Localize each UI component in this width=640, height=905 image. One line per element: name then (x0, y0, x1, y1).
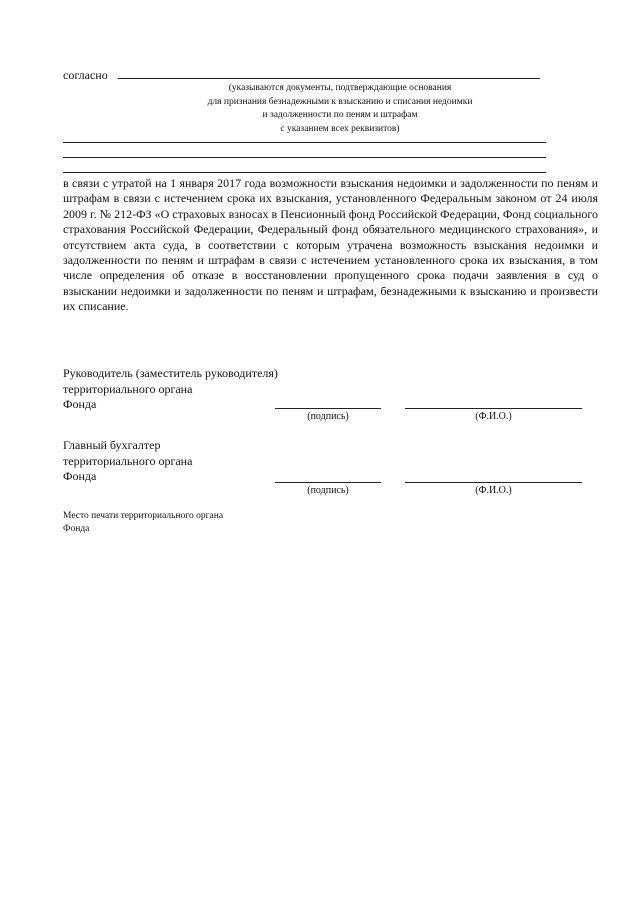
hint-line: с указанием всех реквизитов) (280, 123, 400, 134)
agreement-fill-line (118, 78, 540, 79)
signatory-title-line: территориального органа (63, 453, 193, 468)
agreement-hint (150, 82, 530, 136)
hint-line: (указываются документы, подтверждающие основания (228, 83, 452, 93)
stamp-place-note (63, 510, 223, 535)
signatory-title-line: Руководитель (заместитель руководителя) (63, 366, 278, 380)
stamp-place-line: Фонда (63, 523, 90, 534)
signature-caption: (подпись) (307, 485, 349, 496)
hint-line: для признания безнадежными к взысканию и списания недоимки (207, 96, 473, 107)
signatory-title-head (63, 366, 278, 413)
signature-line (275, 482, 381, 483)
blank-fill-line (63, 157, 546, 158)
blank-fill-line (63, 142, 546, 143)
name-line (405, 408, 582, 409)
name-caption: (Ф.И.О.) (475, 485, 512, 496)
signatory-title-line: территориального органа (63, 381, 193, 396)
hint-line: и задолженности по пеням и штрафам (262, 110, 418, 120)
agreement-lead-word: согласно (63, 68, 108, 82)
signature-caption: (подпись) (307, 411, 349, 422)
signatory-title-line: Фонда (63, 469, 97, 483)
stamp-place-line: Место печати территориального органа (63, 511, 224, 521)
blank-fill-line (63, 172, 546, 173)
name-caption: (Ф.И.О.) (475, 411, 512, 422)
name-line (405, 482, 582, 483)
signature-line (275, 408, 381, 409)
main-paragraph: в связи с утратой на 1 января 2017 года возможности взыскания недоимки и задолженности по пеням и штрафам в связи с истечением срока их взыскания, установленного Федеральным законом от 24 июля 2009 г. № 212-ФЗ «О страховых взносах в Пенсионный фонд Российской Федерации, Фонд социального страхования Российской Федерации, Федеральный фонд обязательного медицинского страхования», и отсутствием акта суда, в соответствии с которым утрачена возможность взыскания недоимки и задолженности по пеням и штрафам в связи с истечением установленного срока их взыскания, в том числе определения об отказе в восстановлении пропущенного срока подачи заявления в суд о взыскании недоимки и задолженности по пеням и штрафам, безнадежными к взысканию и произвести их списание. (63, 176, 598, 314)
signatory-title-line: Фонда (63, 397, 97, 411)
signatory-title-line: Главный бухгалтер (63, 438, 161, 452)
signatory-title-accountant (63, 438, 192, 485)
